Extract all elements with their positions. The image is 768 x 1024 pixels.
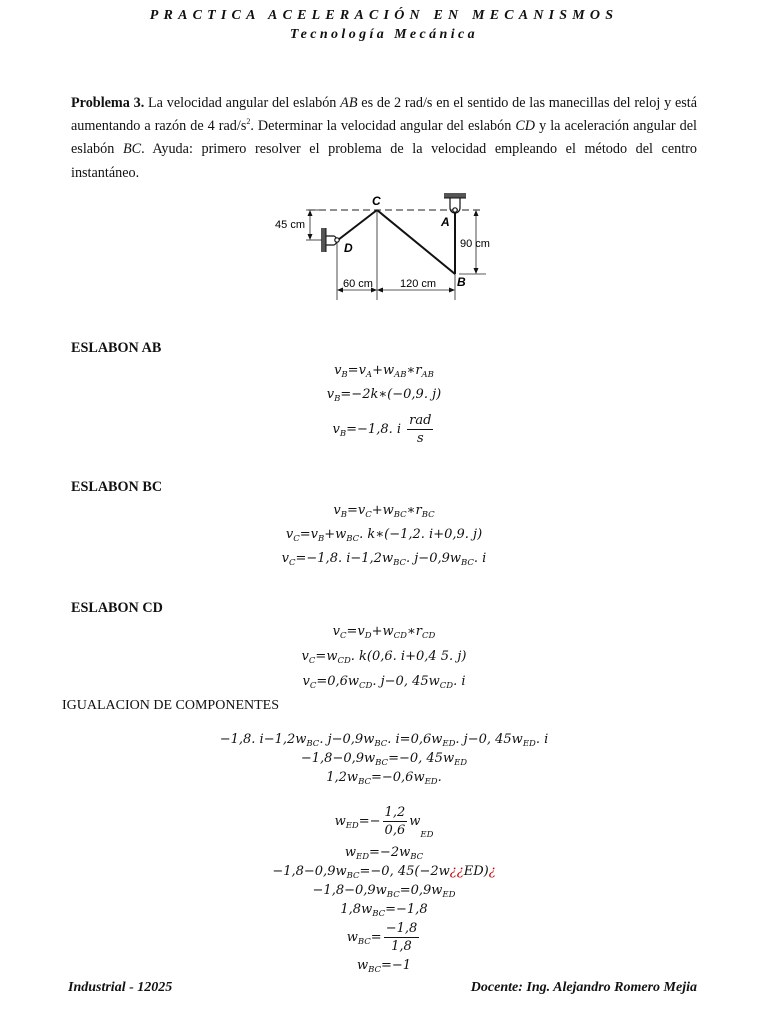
problem-link-cd: CD xyxy=(515,118,536,135)
ground-a-hatch xyxy=(444,193,466,198)
pin-a xyxy=(453,208,457,212)
eq-sol-6: $w_{BC}=$ $\frac{-1,8}{1,8}$ xyxy=(346,921,418,954)
label-b: B xyxy=(457,275,466,289)
eq-ig-3: $1,2w_{BC}=-0,6w_{ED}$. xyxy=(326,770,442,787)
problem-text-4: y la aceleración angular del eslabón xyxy=(71,118,697,158)
eq-cd-1: $v_C=v_D+w_{CD}∗r_{CD}$ xyxy=(332,624,436,641)
page-subtitle: Tecnología Mecánica xyxy=(289,27,479,42)
dim-45-label: 45 cm xyxy=(275,219,305,231)
eq-ig-1: −1,8. $i-1,2w_{BC}$. $j-0,9w_{BC}$. $i=0,6w_{ED}$. j−0, $45w_{ED}$. i xyxy=(219,732,549,749)
link-cd xyxy=(338,210,377,240)
section-igualacion: IGUALACION DE COMPONENTES xyxy=(62,698,279,713)
problem-label: Problema 3. xyxy=(71,95,145,111)
section-bc: ESLABON BC xyxy=(71,479,163,495)
eq-ab-1: $v_B=v_A+w_{AB}∗r_{AB}$ xyxy=(334,363,434,380)
problem-text-1: La velocidad angular del eslabón xyxy=(144,95,341,111)
eq-ab-3: $v_B=-1,8$. i $\frac{\text{rad}}{s}$ xyxy=(332,413,432,446)
eq-ig-2: $-1,8-0,9w_{BC}=-0$, $45w_{ED}$ xyxy=(300,751,468,768)
eq-bc-2: $v_C=v_B+w_{BC}$. k∗(−1,2. i+0,9. j) xyxy=(285,527,483,544)
problem-statement xyxy=(71,92,697,185)
problem-link-ab: AB xyxy=(340,95,358,111)
eq-sol-7: $w_{BC}=-1$ xyxy=(356,958,412,975)
section-ab: ESLABON AB xyxy=(71,340,162,356)
footer-left: Industrial - 12025 xyxy=(68,980,173,995)
eq-bc-1: $v_B=v_C+w_{BC}∗r_{BC}$ xyxy=(333,503,435,520)
pin-d xyxy=(335,238,339,242)
eq-sol-2: $w_{ED}=-2w_{BC}$ xyxy=(344,845,424,862)
problem-sup: 2 xyxy=(246,117,251,127)
dim-120-label: 120 cm xyxy=(399,278,437,290)
eq-sol-3: $-1,8-0,9w_{BC}=-0$, 45(−2w¿¿ED)¿ xyxy=(272,864,496,881)
section-cd: ESLABON CD xyxy=(71,600,163,616)
footer-right: Docente: Ing. Alejandro Romero Mejia xyxy=(470,980,697,995)
problem-text-2: es de 2 rad/s en el sentido de las manecillas del reloj y está aumentando a razón de 4 rad/s xyxy=(71,95,698,135)
eq-cd-3: $v_C=0,6w_{CD}$. j−0, $45w_{CD}$. i xyxy=(302,674,466,691)
problem-text-3: . Determinar la velocidad angular del eslabón xyxy=(250,118,516,135)
eq-sol-1: $w_{ED}=-$ $\frac{1,2}{0,6}$ $w_{ED}$ xyxy=(334,805,434,840)
eq-sol-4: $-1,8-0,9w_{BC}=0,9w_{ED}$ xyxy=(312,883,456,900)
page-title: PRACTICA ACELERACIÓN EN MECANISMOS xyxy=(149,8,619,23)
eq-sol-5: $1,8w_{BC}=-1,8$ xyxy=(340,902,428,919)
dim-60-label: 60 cm xyxy=(343,278,373,290)
dim-90-label: 90 cm xyxy=(460,238,490,250)
label-d: D xyxy=(344,241,353,255)
problem-text-5: . Ayuda: primero resolver el problema de la velocidad empleando el método del centro instantáneo. xyxy=(71,141,697,181)
eq-cd-2: $v_C=w_{CD}$. k(0,6. i+0,4 5. j) xyxy=(301,649,467,666)
label-a: A xyxy=(441,215,450,229)
label-c: C xyxy=(372,194,381,208)
eq-ab-2: $v_B=-2k∗(-0,9$. j) xyxy=(326,387,442,404)
problem-link-bc: BC xyxy=(122,141,142,158)
eq-bc-3: $v_C=-1,8$. $i-1,2w_{BC}$. $j-0,9w_{BC}$. i xyxy=(281,551,487,568)
mechanism-diagram xyxy=(270,192,500,304)
